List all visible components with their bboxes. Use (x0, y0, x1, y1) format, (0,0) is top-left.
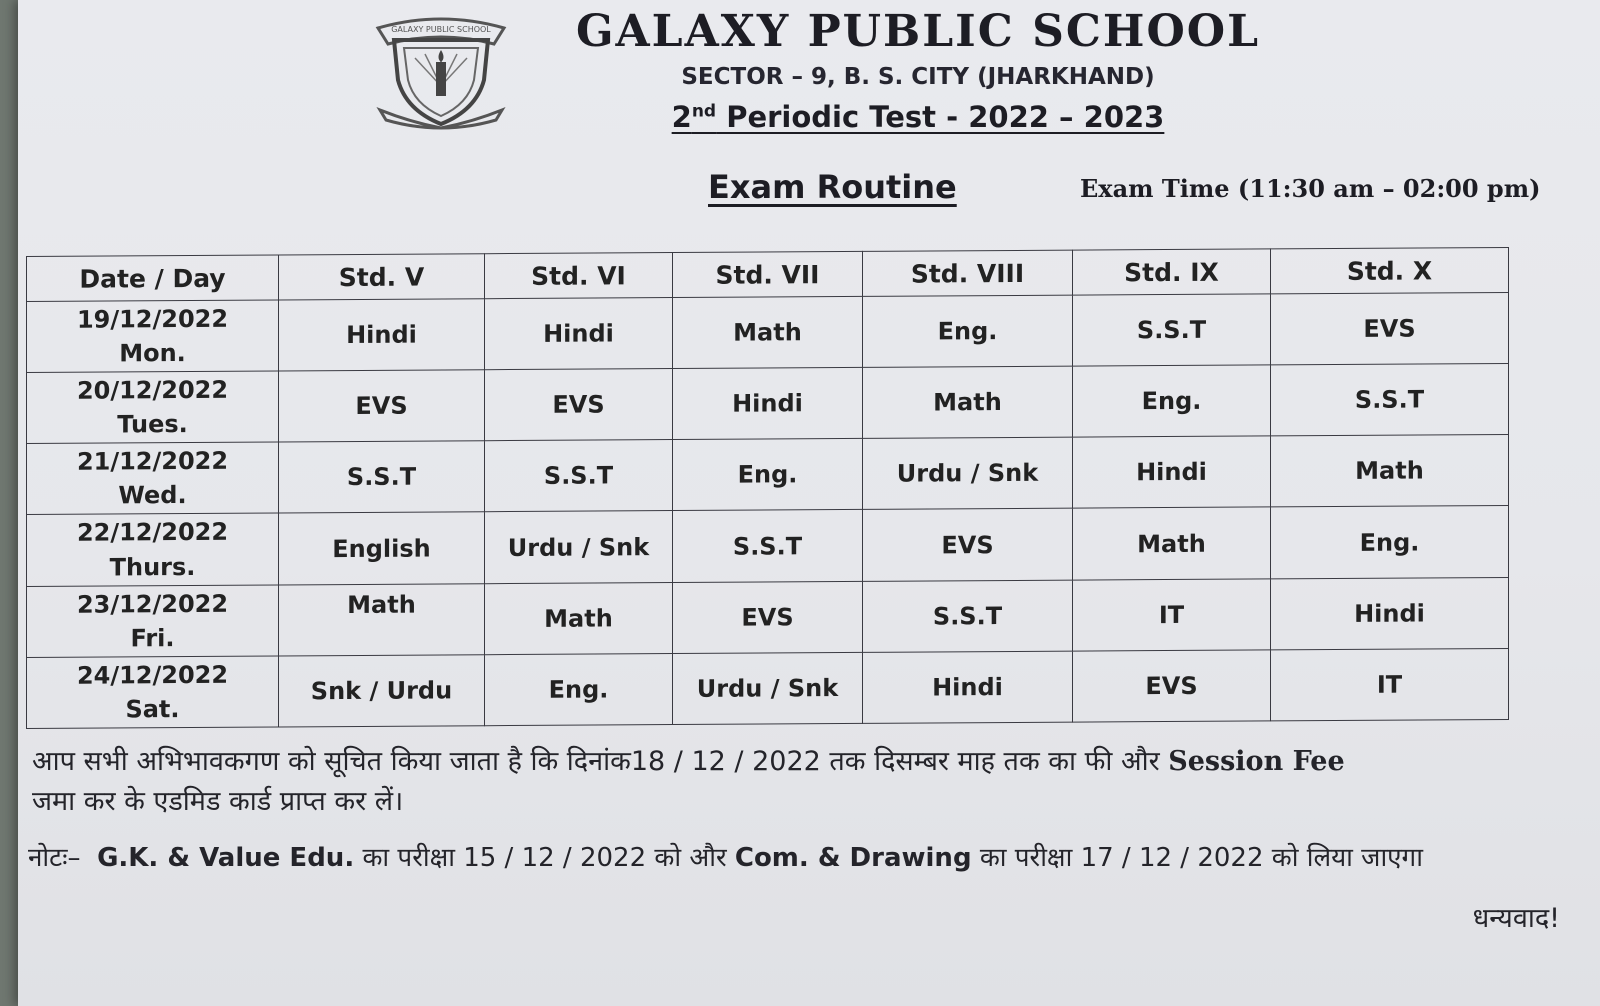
table-row (27, 435, 1509, 515)
date-cell (27, 371, 279, 444)
date-cell (27, 513, 279, 586)
subject-cell: S.S.T (485, 440, 673, 512)
exam-date: 23/12/2022 (76, 589, 229, 619)
subject-cell: Hindi (485, 298, 673, 370)
subject-cell: Urdu / Snk (863, 437, 1073, 509)
table-row (27, 364, 1509, 444)
subject-cell: Snk / Urdu (279, 654, 485, 726)
subject-cell: Math (1271, 435, 1509, 508)
exam-day: Tues. (117, 410, 188, 439)
subject-cell: Hindi (863, 651, 1073, 723)
subject-cell: Urdu / Snk (485, 511, 673, 583)
column-header: Std. IX (1073, 249, 1271, 295)
date-cell (27, 300, 279, 373)
subject-cell: S.S.T (863, 580, 1073, 652)
exam-date: 24/12/2022 (76, 660, 229, 690)
date-cell (27, 656, 279, 729)
subject-cell: EVS (863, 509, 1073, 581)
exam-day: Mon. (119, 339, 186, 368)
note-gk-subject: G.K. & Value Edu. (97, 843, 355, 873)
exam-date: 20/12/2022 (76, 375, 229, 405)
subject-cell: Hindi (1271, 577, 1509, 650)
subject-cell: EVS (1073, 650, 1271, 722)
date-cell (27, 442, 279, 515)
exam-day: Thurs. (109, 552, 196, 582)
school-name: GALAXY PUBLIC SCHOOL (575, 6, 1261, 57)
subject-cell: Math (279, 583, 485, 655)
test-ordinal: 2 (671, 100, 692, 134)
exam-date: 19/12/2022 (76, 304, 229, 334)
school-crest-icon (370, 10, 512, 132)
exam-routine-table (26, 247, 1509, 729)
exam-note (28, 838, 1600, 874)
subject-cell: S.S.T (673, 510, 863, 582)
subject-cell: IT (1073, 579, 1271, 651)
fee-notice-line1: आप सभी अभिभावकगण को सूचित किया जाता है कि दिनांक18 / 12 / 2022 तक दिसम्बर माह तक का फी और (32, 746, 1169, 777)
fee-notice (32, 742, 1600, 822)
subject-cell: Eng. (485, 653, 673, 725)
subject-cell: Eng. (1073, 365, 1271, 437)
crest-ring-text: GALAXY PUBLIC SCHOOL (391, 25, 491, 34)
test-name: Periodic Test - 2022 – 2023 (716, 100, 1165, 134)
test-ordinal-suffix: nd (691, 101, 717, 122)
subject-cell: Hindi (673, 368, 863, 440)
subject-cell: Hindi (279, 299, 485, 371)
subject-cell: Math (673, 296, 863, 368)
subject-cell: English (279, 512, 485, 584)
fee-notice-line2: जमा कर के एडमिड कार्ड प्राप्त कर लें। (32, 786, 404, 817)
exam-date: 21/12/2022 (76, 447, 229, 477)
exam-day: Fri. (130, 623, 175, 653)
session-fee-text: Session Fee (1168, 746, 1345, 777)
subject-cell: S.S.T (1271, 364, 1509, 437)
exam-day: Wed. (118, 481, 187, 510)
exam-time: Exam Time (11:30 am – 02:00 pm) (1080, 174, 1541, 203)
table-row (27, 506, 1509, 586)
note-drawing-subject: Com. & Drawing (734, 843, 972, 873)
note-label: नोटः– (28, 843, 81, 873)
table-row (27, 648, 1509, 728)
routine-title: Exam Routine (708, 168, 957, 206)
date-cell (27, 585, 279, 658)
subject-cell: Hindi (1073, 436, 1271, 508)
school-address: SECTOR – 9, B. S. CITY (JHARKHAND) (681, 64, 1155, 90)
column-header: Std. X (1271, 247, 1509, 293)
subject-cell: Eng. (1271, 506, 1509, 579)
table-row (27, 292, 1509, 372)
subject-cell: IT (1271, 648, 1509, 721)
note-gk-date: का परीक्षा 15 / 12 / 2022 को और (354, 843, 735, 873)
subject-cell: Eng. (673, 439, 863, 511)
subject-cell: Math (863, 366, 1073, 438)
subject-cell: EVS (279, 370, 485, 442)
subject-cell: S.S.T (279, 441, 485, 513)
subject-cell: Math (1073, 507, 1271, 579)
column-header: Std. V (279, 254, 485, 300)
subject-cell: S.S.T (1073, 294, 1271, 366)
subject-cell: Urdu / Snk (673, 652, 863, 724)
column-header: Std. VII (673, 251, 863, 297)
exam-date: 22/12/2022 (76, 518, 229, 548)
note-drawing-date: का परीक्षा 17 / 12 / 2022 को लिया जाएगा (971, 843, 1423, 873)
column-header: Std. VI (485, 253, 673, 299)
closing-thanks: धन्यवाद! (1472, 903, 1560, 934)
exam-day: Sat. (125, 694, 180, 724)
subject-cell: Math (485, 582, 673, 654)
column-header: Date / Day (27, 255, 279, 302)
column-header: Std. VIII (863, 250, 1073, 296)
subject-cell: EVS (1271, 292, 1509, 365)
exam-notice-sheet (18, 0, 1600, 1006)
subject-cell: EVS (485, 369, 673, 441)
subject-cell: Eng. (863, 295, 1073, 367)
subject-cell: EVS (673, 581, 863, 653)
table-row (27, 577, 1509, 657)
test-title (498, 100, 1338, 134)
